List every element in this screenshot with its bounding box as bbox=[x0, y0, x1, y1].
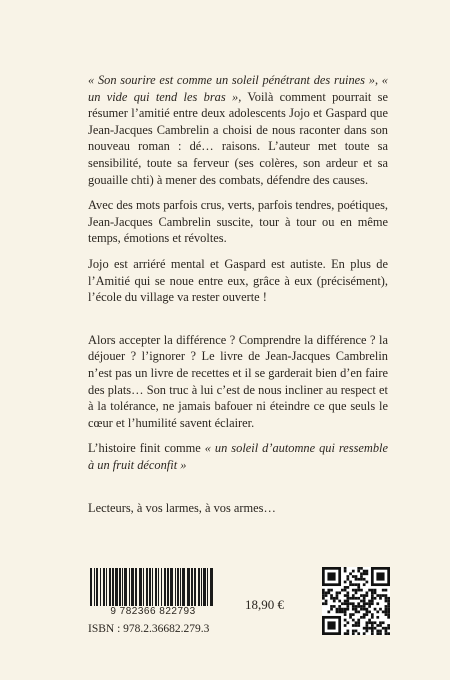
barcode-number: 9 782366 822793 bbox=[88, 606, 218, 617]
paragraph-4: Alors accepter la différence ? Comprendre la différence ? la déjouer ? l’ignorer ? Le livre de Jean-Jacques Cambrelin n’est pas un livre de recettes et il se garderait bien d’en faire des plats… Son truc à lui c’est de nous incliner au respect et à la tolérance, ne jamais bafouer ni éteindre ce que seuls le cœur et l’humilité savent éclairer. bbox=[88, 332, 388, 430]
paragraph-1-text: , Voilà comment pourrait se résumer l’amitié entre deux adolescents Jojo et Gaspard que Jean-Jacques Cambrelin a choisi de nous raconter dans son nouveau roman : dé… raisons. L’auteur met toute sa sensibilité, toute sa ferveur (ses colères, son ardeur et sa gouaille chti) à mener des combats, défendre des causes. bbox=[88, 89, 388, 187]
blurb bbox=[88, 72, 388, 526]
paragraph-3: Jojo est arriéré mental et Gaspard est autiste. En plus de l’Amitié qui se noue entre eux, grâce à eux (précisément), l’école du village va rester ouverte ! bbox=[88, 256, 388, 305]
quote-autumn: « un soleil d’automne qui ressemble à un fruit déconfit » bbox=[88, 441, 388, 472]
quote-void: « un vide qui tend les bras » bbox=[88, 73, 388, 104]
qr-code-icon bbox=[322, 567, 390, 635]
barcode-bars bbox=[88, 568, 218, 608]
paragraph-1: « Son sourire est comme un soleil pénétrant des ruines », « un vide qui tend les bras », Voilà comment pourrait se résumer l’amitié entre deux adolescents Jojo et Gaspard que Jean-Jacques Cambrelin a choisi de nous raconter dans son nouveau roman : dé… raisons. L’auteur met toute sa sensibilité, toute sa ferveur (ses colères, son ardeur et sa gouaille chti) à mener des combats, défendre des causes. bbox=[88, 73, 388, 187]
paragraph-2: Avec des mots parfois crus, verts, parfois tendres, poétiques, Jean-Jacques Cambrelin suscite, tour à tour ou en même temps, émotions et révoltes. bbox=[88, 198, 388, 246]
qr-code bbox=[322, 567, 390, 635]
price: 18,90 € bbox=[245, 597, 284, 612]
quote-smile: « Son sourire est comme un soleil pénétrant des ruines » bbox=[88, 73, 375, 87]
isbn: ISBN : 978.2.36682.279.3 bbox=[88, 623, 210, 635]
paragraph-6: Lecteurs, à vos larmes, à vos armes… bbox=[88, 501, 276, 516]
paragraph-5: L’histoire finit comme « un soleil d’automne qui ressemble à un fruit déconfit » bbox=[88, 441, 388, 472]
